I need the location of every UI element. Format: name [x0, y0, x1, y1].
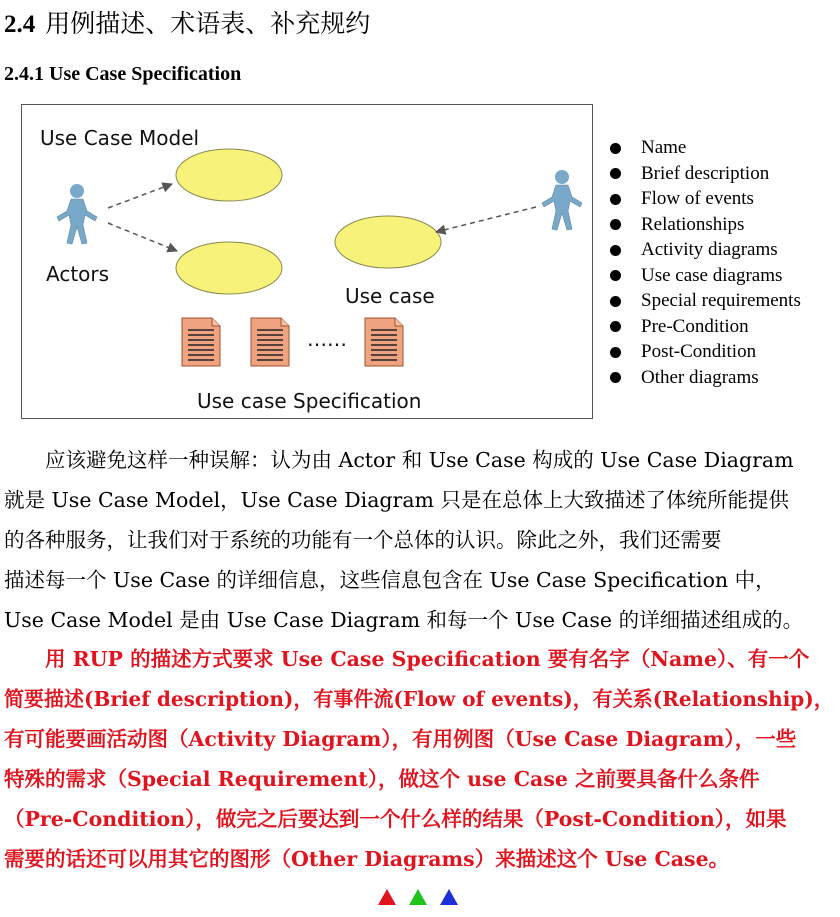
list-item: Other diagrams — [608, 365, 801, 391]
label-dots: …… — [307, 327, 347, 351]
section-number: 2.4 — [4, 11, 36, 38]
subsection-heading: 2.4.1 Use Case Specification — [4, 63, 242, 85]
paragraph-line: （Pre-Condition），做完之后要达到一个什么样的结果（Post-Condition），如果 — [4, 807, 787, 831]
paragraph-line: Use Case Model 是由 Use Case Diagram 和每一个 Use Case 的详细描述组成的。 — [4, 608, 804, 632]
bullet-dot-icon — [610, 245, 621, 256]
list-item: Name — [608, 135, 801, 161]
use-case-ellipse-1 — [176, 149, 282, 201]
paragraph-line: 描述每一个 Use Case 的详细信息，这些信息包含在 Use Case Specification 中， — [4, 568, 776, 592]
paragraph-line: 的各种服务，让我们对于系统的功能有一个总体的认识。除此之外，我们还需要 — [4, 528, 722, 552]
triangle-markers — [378, 889, 458, 905]
list-item: Brief description — [608, 161, 801, 187]
list-item: Activity diagrams — [608, 237, 801, 263]
bullet-dot-icon — [610, 168, 621, 179]
section-title: 用例描述、术语表、补充规约 — [45, 9, 371, 38]
bullet-dot-icon — [610, 321, 621, 332]
bullet-dot-icon — [610, 270, 621, 281]
bullet-dot-icon — [610, 296, 621, 307]
document-icon-3 — [365, 318, 403, 366]
association-arrow-3 — [436, 207, 536, 232]
use-case-ellipse-2 — [176, 242, 282, 294]
label-use-case-specification: Use case Specification — [197, 389, 422, 413]
list-item: Flow of events — [608, 186, 801, 212]
document-icon-2 — [251, 318, 289, 366]
paragraph-rup-requirements — [4, 639, 834, 879]
section-heading — [4, 4, 370, 40]
actor-icon-right — [542, 170, 582, 230]
label-actors: Actors — [46, 262, 110, 286]
list-item: Post-Condition — [608, 339, 801, 365]
document-icon-1 — [182, 318, 220, 366]
label-use-case: Use case — [345, 284, 435, 308]
association-arrow-2 — [108, 223, 177, 251]
label-use-case-model: Use Case Model — [40, 126, 200, 150]
list-item: Pre-Condition — [608, 314, 801, 340]
use-case-ellipse-3 — [335, 216, 441, 268]
red-triangle-icon — [378, 889, 396, 905]
paragraph-line: 就是 Use Case Model，Use Case Diagram 只是在总体上大致描述了体统所能提供 — [4, 488, 790, 512]
paragraph-line: 特殊的需求（Special Requirement），做这个 use Case 之前要具备什么条件 — [4, 767, 760, 791]
association-arrow-1 — [108, 184, 172, 208]
list-item: Use case diagrams — [608, 263, 801, 289]
paragraph-line: 简要描述(Brief description)，有事件流(Flow of events)，有关系(Relationship)， — [4, 687, 834, 711]
bullet-dot-icon — [610, 194, 621, 205]
list-item: Relationships — [608, 212, 801, 238]
bullet-dot-icon — [610, 219, 621, 230]
bullet-dot-icon — [610, 347, 621, 358]
paragraph-misconception — [4, 440, 834, 640]
list-item: Special requirements — [608, 288, 801, 314]
blue-triangle-icon — [440, 889, 458, 905]
actor-icon-left — [57, 184, 97, 244]
paragraph-line: 有可能要画活动图（Activity Diagram），有用例图（Use Case Diagram），一些 — [4, 727, 797, 751]
use-case-figure — [21, 104, 593, 419]
green-triangle-icon — [409, 889, 427, 905]
paragraph-line: 需要的话还可以用其它的图形（Other Diagrams）来描述这个 Use Case。 — [4, 847, 730, 871]
paragraph-line: 应该避免这样一种误解：认为由 Actor 和 Use Case 构成的 Use Case Diagram — [4, 448, 794, 472]
specification-items-list — [608, 135, 801, 390]
bullet-dot-icon — [610, 143, 621, 154]
bullet-dot-icon — [610, 372, 621, 383]
paragraph-line: 用 RUP 的描述方式要求 Use Case Specification 要有名字（Name）、有一个 — [4, 647, 810, 671]
